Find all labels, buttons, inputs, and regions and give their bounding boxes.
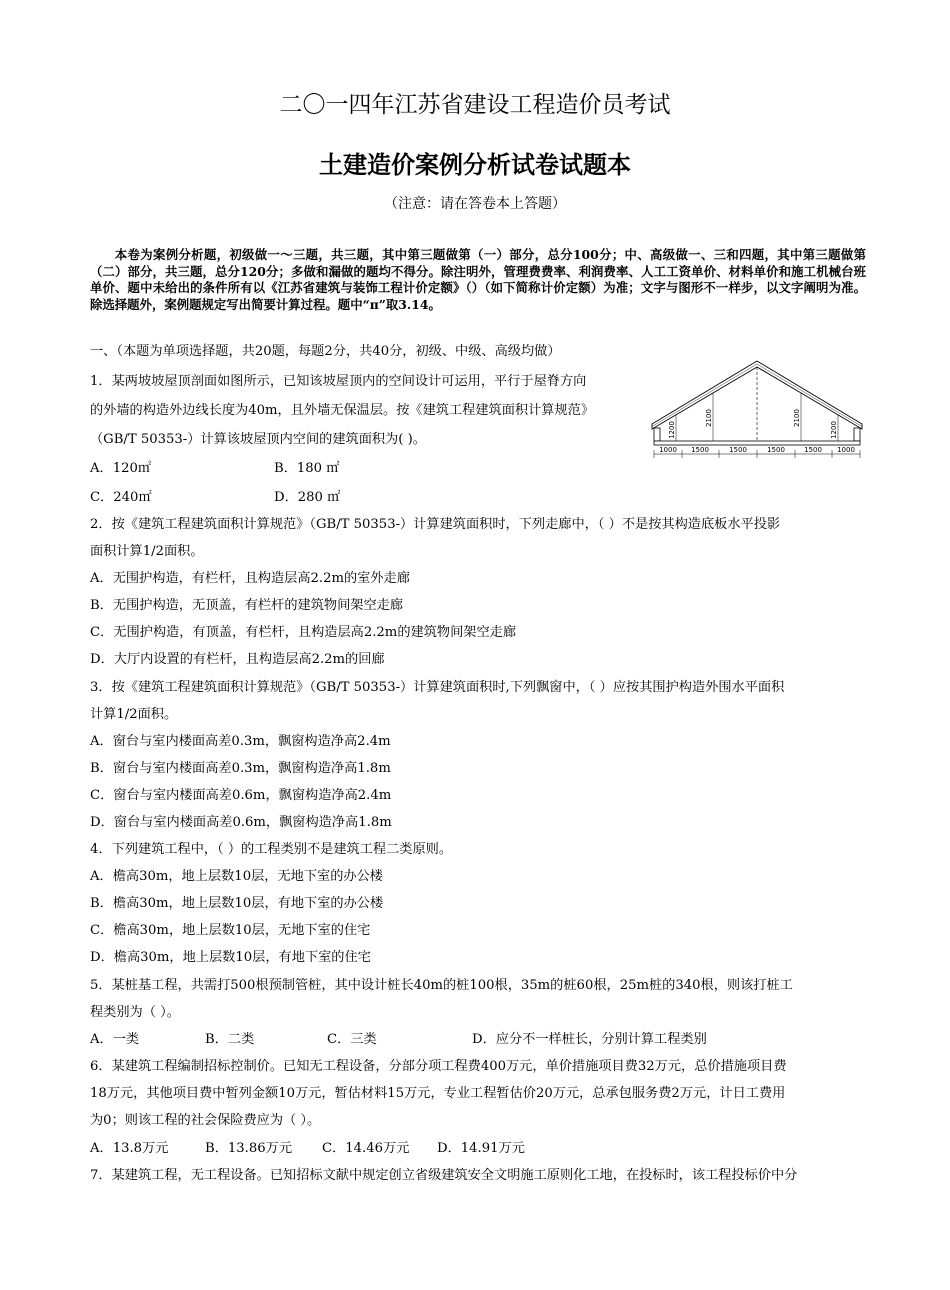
question-1-line-1: 1．某两坡坡屋顶剖面如图所示，已知该坡屋顶内的空间设计可运用，平行于屋脊方向 <box>90 374 587 389</box>
question-1-option-a: A．120㎡ <box>90 461 152 476</box>
question-1-line-2: 的外墙的构造外边线长度为40m，且外墙无保温层。按《建筑工程建筑面积计算规范》 <box>90 403 595 418</box>
height-label-3: 2100 <box>793 409 801 427</box>
dim-label-6: 1000 <box>837 446 855 454</box>
question-6-option-c: C．14.46万元 <box>322 1141 410 1156</box>
question-4-option-a: A．檐高30m，地上层数10层，无地下室的办公楼 <box>90 869 383 884</box>
question-3-option-b: B．窗台与室内楼面高差0.3m，飘窗构造净高1.8m <box>90 761 391 776</box>
question-2-line-1: 2．按《建筑工程建筑面积计算规范》（GB/T 50353-）计算建筑面积时，下列走廊中，（ ）不是按其构造底板水平投影 <box>90 517 781 532</box>
question-3-line-2: 计算1/2面积。 <box>90 707 178 722</box>
question-4-option-d: D．檐高30m，地上层数10层，有地下室的住宅 <box>90 950 371 965</box>
question-1-option-b: B．180 ㎡ <box>274 461 340 476</box>
question-2-option-d: D．大厅内设置的有栏杆，且构造层高2.2m的回廊 <box>90 652 385 667</box>
question-6-option-d: D．14.91万元 <box>437 1141 525 1156</box>
question-6-option-b: B．13.86万元 <box>205 1141 293 1156</box>
answer-note: （注意：请在答卷本上答题） <box>384 196 566 212</box>
roof-section-diagram <box>650 358 865 468</box>
dim-label-2: 1500 <box>691 446 709 454</box>
question-5-line-1: 5．某桩基工程，共需打500根预制管桩，其中设计桩长40m的桩100根，35m的桩60根，25m桩的340根，则该打桩工 <box>90 978 793 993</box>
question-2-line-2: 面积计算1/2面积。 <box>90 544 204 559</box>
question-5-option-d: D．应分不一样桩长，分别计算工程类别 <box>472 1032 707 1047</box>
question-6-line-1: 6．某建筑工程编制招标控制价。已知无工程设备，分部分项工程费400万元，单价措施项目费32万元，总价措施项目费 <box>90 1059 787 1074</box>
question-4-option-b: B．檐高30m，地上层数10层，有地下室的办公楼 <box>90 896 384 911</box>
question-3-option-c: C．窗台与室内楼面高差0.6m，飘窗构造净高2.4m <box>90 788 392 803</box>
question-6-line-3: 为0；则该工程的社会保险费应为（ ）。 <box>90 1113 321 1128</box>
question-2-option-b: B．无围护构造，无顶盖，有栏杆的建筑物间架空走廊 <box>90 598 404 613</box>
dim-label-1: 1000 <box>659 446 677 454</box>
instructions-paragraph: 本卷为案例分析题，初级做一～三题，共三题，其中第三题做第（一）部分，总分100分；中、高级做一、三和四题，其中第三题做第（二）部分，共三题，总分120分；多做和漏做的题均不得分。除注明外，管理费费率、利润费率、人工工资单价、材料单价和施工机械台班单价、题中未给出的条件所有以《江苏省建筑与装饰工程计价定额》（）（如下简称计价定额）为准；文字与图形不一样步，以文字阐明为准。除选择题外，案例题规定写出简要计算过程。题中“π”取3.14。 <box>90 247 866 312</box>
height-label-2: 2100 <box>705 409 713 427</box>
question-4-line-1: 4．下列建筑工程中，（ ）的工程类别不是建筑工程二类原则。 <box>90 842 453 857</box>
question-2-option-a: A．无围护构造，有栏杆，且构造层高2.2m的室外走廊 <box>90 571 410 586</box>
question-3-option-a: A．窗台与室内楼面高差0.3m，飘窗构造净高2.4m <box>90 734 391 749</box>
height-label-4: 1200 <box>830 421 838 439</box>
dim-label-4: 1500 <box>767 446 785 454</box>
exam-title: 二〇一四年江苏省建设工程造价员考试 <box>279 92 671 118</box>
question-3-line-1: 3．按《建筑工程建筑面积计算规范》（GB/T 50353-）计算建筑面积时,下列飘窗中，（ ）应按其围护构造外围水平面积 <box>90 680 785 695</box>
question-1-option-d: D．280 ㎡ <box>274 490 341 505</box>
question-7-line-1: 7．某建筑工程，无工程设备。已知招标文献中规定创立省级建筑安全文明施工原则化工地，在投标时，该工程投标价中分 <box>90 1168 798 1183</box>
question-3-option-d: D．窗台与室内楼面高差0.6m，飘窗构造净高1.8m <box>90 815 392 830</box>
question-5-option-b: B．二类 <box>205 1032 255 1047</box>
question-6-line-2: 18万元，其他项目费中暂列金额10万元，暂估材料15万元，专业工程暂估价20万元，总承包服务费2万元，计日工费用 <box>90 1086 786 1101</box>
question-2-option-c: C．无围护构造，有顶盖，有栏杆，且构造层高2.2m的建筑物间架空走廊 <box>90 625 517 640</box>
question-5-option-c: C．三类 <box>327 1032 377 1047</box>
dim-label-5: 1500 <box>804 446 822 454</box>
question-1-option-c: C．240㎡ <box>90 490 152 505</box>
section-heading: 一、（本题为单项选择题，共20题，每题2分，共40分，初级、中级、高级均做） <box>90 344 561 359</box>
question-1-line-3: （GB/T 50353-）计算该坡屋顶内空间的建筑面积为( )。 <box>90 432 426 447</box>
dim-label-3: 1500 <box>729 446 747 454</box>
question-4-option-c: C．檐高30m，地上层数10层，无地下室的住宅 <box>90 923 371 938</box>
paper-subtitle: 土建造价案例分析试卷试题本 <box>319 150 631 179</box>
question-5-option-a: A．一类 <box>90 1032 140 1047</box>
question-5-line-2: 程类别为（ ）。 <box>90 1005 180 1020</box>
height-label-1: 1200 <box>668 421 676 439</box>
question-6-option-a: A．13.8万元 <box>90 1141 169 1156</box>
